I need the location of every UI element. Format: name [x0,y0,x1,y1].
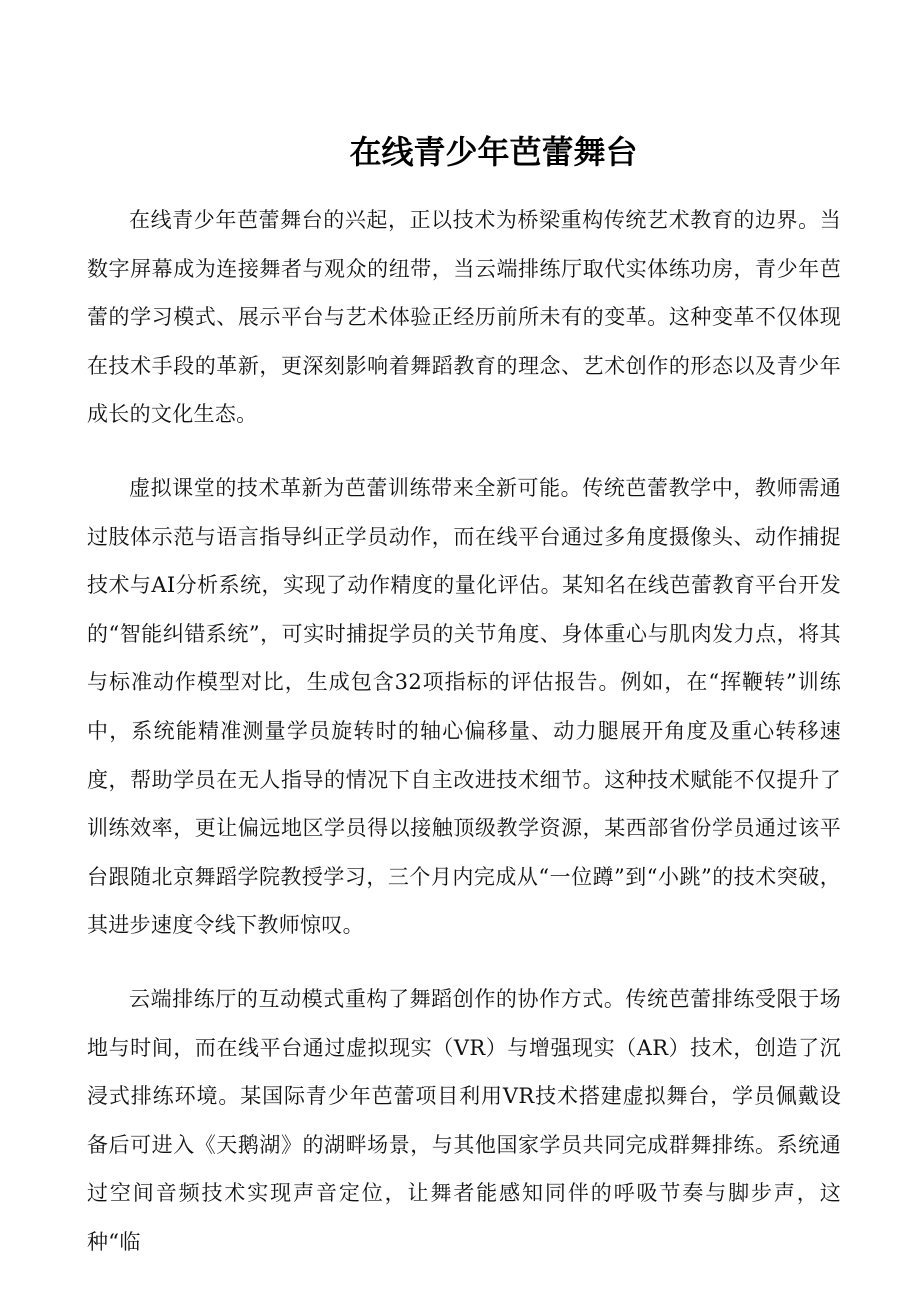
page-title: 在线青少年芭蕾舞台 [349,133,638,171]
paragraph-virtual-classroom: 虚拟课堂的技术革新为芭蕾训练带来全新可能。传统芭蕾教学中，教师需通过肢体示范与语言指导纠正学员动作，而在线平台通过多角度摄像头、动作捕捉技术与AI分析系统，实现了动作精度的量化评估。某知名在线芭蕾教育平台开发的“智能纠错系统”，可实时捕捉学员的关节角度、身体重心与肌肉发力点，将其与标准动作模型对比，生成包含32项指标的评估报告。例如，在“挥鞭转”训练中，系统能精准测量学员旋转时的轴心偏移量、动力腿展开角度及重心转移速度，帮助学员在无人指导的情况下自主改进技术细节。这种技术赋能不仅提升了训练效率，更让偏远地区学员得以接触顶级教学资源，某西部省份学员通过该平台跟随北京舞蹈学院教授学习，三个月内完成从“一位蹲”到“小跳”的技术突破，其进步速度令线下教师惊叹。 [87,475,841,938]
paragraph-intro: 在线青少年芭蕾舞台的兴起，正以技术为桥梁重构传统艺术教育的边界。当数字屏幕成为连接舞者与观众的纽带，当云端排练厅取代实体练功房，青少年芭蕾的学习模式、展示平台与艺术体验正经历前所未有的变革。这种变革不仅体现在技术手段的革新，更深刻影响着舞蹈教育的理念、艺术创作的形态以及青少年成长的文化生态。 [87,208,841,427]
document-body [87,196,841,1291]
paragraph-cloud-rehearsal: 云端排练厅的互动模式重构了舞蹈创作的协作方式。传统芭蕾排练受限于场地与时间，而在线平台通过虚拟现实（VR）与增强现实（AR）技术，创造了沉浸式排练环境。某国际青少年芭蕾项目利用VR技术搭建虚拟舞台，学员佩戴设备后可进入《天鹅湖》的湖畔场景，与其他国家学员共同完成群舞排练。系统通过空间音频技术实现声音定位，让舞者能感知同伴的呼吸节奏与脚步声，这种“临 [87,986,841,1254]
